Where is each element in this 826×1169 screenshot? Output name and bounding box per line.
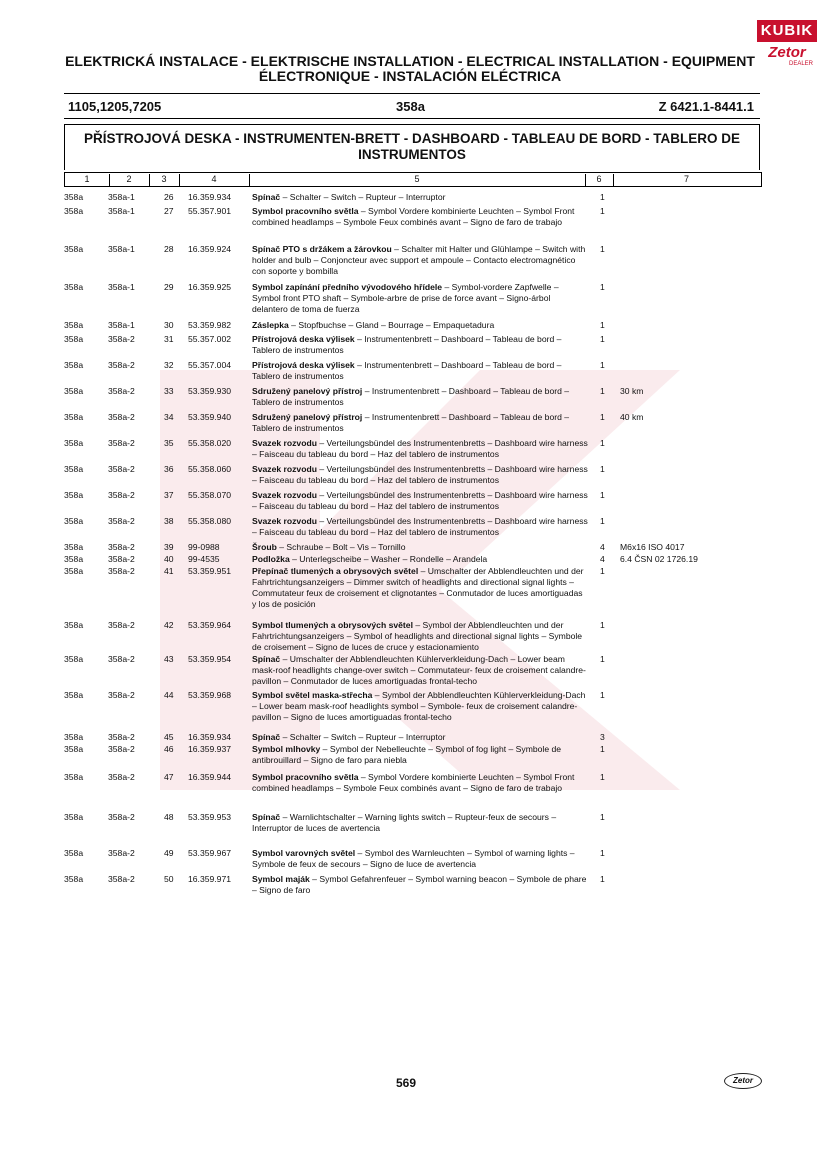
ref-group: 358a: [64, 244, 84, 254]
column-header: [64, 172, 762, 187]
position-number: 36: [164, 464, 174, 474]
ref-group: 358a: [64, 848, 84, 858]
part-number: 53.359.968: [188, 690, 232, 700]
col-1: 1: [65, 174, 110, 186]
part-number: 53.359.930: [188, 386, 232, 396]
part-name-cz: Spínač PTO s držákem a žárovkou: [252, 244, 392, 254]
table-row: [64, 744, 764, 766]
ref-group: 358a: [64, 360, 84, 370]
ref-subgroup: 358a-2: [108, 812, 135, 822]
table-row: [64, 654, 764, 687]
col-2: 2: [109, 174, 150, 186]
part-number: 16.359.937: [188, 744, 232, 754]
part-number: 53.359.964: [188, 620, 232, 630]
part-description: Podložka – Unterlegscheibe – Washer – Rondelle – Arandela: [252, 554, 488, 564]
ref-group: 358a: [64, 490, 84, 500]
ref-group: 358a: [64, 516, 84, 526]
quantity: 1: [600, 516, 605, 526]
ref-group: 358a: [64, 320, 84, 330]
position-number: 50: [164, 874, 174, 884]
part-number: 53.359.951: [188, 566, 232, 576]
table-row: [64, 334, 764, 356]
dealer-logo-text: DEALER: [788, 61, 813, 67]
table-row: [64, 772, 764, 794]
part-name-cz: Symbol tlumených a obrysových světel: [252, 620, 413, 630]
zetor-footer-logo: Zetor: [724, 1073, 762, 1089]
part-name-cz: Přepínač tlumených a obrysových světel: [252, 566, 419, 576]
table-row: [64, 412, 764, 434]
ref-subgroup: 358a-2: [108, 490, 135, 500]
ref-group: 358a: [64, 386, 84, 396]
part-description: Přístrojová deska výlisek – Instrumentenbrett – Dashboard – Tableau de bord – Tablero de instrumentos: [252, 334, 562, 355]
part-number: 55.358.080: [188, 516, 232, 526]
position-number: 35: [164, 438, 174, 448]
part-name-cz: Spínač: [252, 732, 281, 742]
quantity: 4: [600, 554, 605, 564]
section-title-line-2: INSTRUMENTOS: [358, 147, 466, 162]
col-3: 3: [149, 174, 180, 186]
table-row: [64, 320, 764, 331]
quantity: 1: [600, 334, 605, 344]
position-number: 44: [164, 690, 174, 700]
ref-group: 358a: [64, 874, 84, 884]
table-row: [64, 490, 764, 512]
part-name-cz: Přístrojová deska výlisek: [252, 360, 355, 370]
position-number: 33: [164, 386, 174, 396]
position-number: 38: [164, 516, 174, 526]
ref-subgroup: 358a-2: [108, 516, 135, 526]
note: 6.4 ČSN 02 1726.19: [620, 554, 698, 564]
position-number: 41: [164, 566, 174, 576]
part-description: Přepínač tlumených a obrysových světel – Umschalter der Abblendleuchten und der Fahrtrichtungsanzeigers – Dimmer switch of headlights and directional signal lights – Commutateur feux de croisement et clignotantes – Conmutador de luces amortiguadas y los de posición: [252, 566, 584, 609]
quantity: 1: [600, 654, 605, 664]
ref-group: 358a: [64, 192, 84, 202]
code-label: Z 6421.1-8441.1: [658, 99, 754, 114]
ref-subgroup: 358a-2: [108, 620, 135, 630]
ref-subgroup: 358a-1: [108, 206, 135, 216]
part-name-cz: Přístrojová deska výlisek: [252, 334, 355, 344]
quantity: 1: [600, 244, 605, 254]
part-description: Spínač – Warnlichtschalter – Warning lights switch – Rupteur-feux de secours – Interruptor de luces de avertencia: [252, 812, 557, 833]
quantity: 1: [600, 620, 605, 630]
part-number: 16.359.925: [188, 282, 232, 292]
part-description: Symbol zapínání předního vývodového hřídele – Symbol-vordere Zapfwelle – Symbol front PTO shaft – Symbole-arbre de prise de force avant – Signo-árbol delantero de toma de fuerza: [252, 282, 559, 314]
zetor-logo-text: Zetor: [768, 44, 806, 61]
table-row: [64, 554, 764, 565]
note: 30 km: [620, 386, 644, 396]
table-row: [64, 542, 764, 553]
section-title-line-1: PŘÍSTROJOVÁ DESKA - INSTRUMENTEN-BRETT - DASHBOARD - TABLEAU DE BORD - TABLERO DE: [84, 131, 740, 146]
part-name-cz: Spínač: [252, 654, 281, 664]
ref-subgroup: 358a-2: [108, 566, 135, 576]
part-number: 53.359.967: [188, 848, 232, 858]
ref-subgroup: 358a-2: [108, 848, 135, 858]
ref-group: 358a: [64, 542, 84, 552]
position-number: 37: [164, 490, 174, 500]
part-description: Symbol pracovního světla – Symbol Vordere kombinierte Leuchten – Symbol Front combined headlamps – Symbole Feux combinés avant – Signo de faro de trabajo: [252, 772, 575, 793]
part-description: Symbol pracovního světla – Symbol Vordere kombinierte Leuchten – Symbol Front combined headlamps – Symbole Feux combinés avant – Signo de faro de trabajo: [252, 206, 575, 227]
part-description: Přístrojová deska výlisek – Instrumentenbrett – Dashboard – Tableau de bord – Tablero de instrumentos: [252, 360, 562, 381]
position-number: 34: [164, 412, 174, 422]
part-description: Symbol varovných světel – Symbol des Warnleuchten – Symbol of warning lights – Symbole de feux de secours – Signo de luce de avertencia: [252, 848, 575, 869]
ref-group: 358a: [64, 438, 84, 448]
part-number: 16.359.924: [188, 244, 232, 254]
quantity: 1: [600, 812, 605, 822]
ref-group: 358a: [64, 206, 84, 216]
table-row: [64, 386, 764, 408]
position-number: 30: [164, 320, 174, 330]
ref-group: 358a: [64, 464, 84, 474]
ref-subgroup: 358a-2: [108, 386, 135, 396]
ref-group: 358a: [64, 772, 84, 782]
quantity: 1: [600, 282, 605, 292]
position-number: 27: [164, 206, 174, 216]
ref-subgroup: 358a-2: [108, 874, 135, 884]
part-name-cz: Symbol světel maska-střecha: [252, 690, 373, 700]
ref-subgroup: 358a-2: [108, 334, 135, 344]
part-number: 55.357.002: [188, 334, 232, 344]
part-description: Symbol tlumených a obrysových světel – Symbol der Abblendleuchten und der Fahrtrichtungsanzeigers – Symbol of headlights and directional signal lights – Symbole de croisement – Signo de luces de cruce y estacionamiento: [252, 620, 583, 652]
position-number: 42: [164, 620, 174, 630]
quantity: 1: [600, 320, 605, 330]
ref-group: 358a: [64, 554, 84, 564]
part-number: 55.358.070: [188, 490, 232, 500]
position-number: 47: [164, 772, 174, 782]
quantity: 1: [600, 490, 605, 500]
quantity: 1: [600, 464, 605, 474]
part-description: Spínač – Umschalter der Abblendleuchten Kühlerverkleidung-Dach – Lower beam mask-roof headlights change-over switch – Commutateur- feux de croisement calandre-pavillon – Conmutador de luces amortiguadas frontal-techo: [252, 654, 586, 686]
quantity: 1: [600, 744, 605, 754]
page-title: [60, 54, 760, 84]
ref-group: 358a: [64, 690, 84, 700]
part-name-cz: Záslepka: [252, 320, 289, 330]
part-number: 55.358.020: [188, 438, 232, 448]
group-label: 358a: [396, 99, 425, 114]
part-number: 53.359.940: [188, 412, 232, 422]
part-description: Svazek rozvodu – Verteilungsbündel des Instrumentenbretts – Dashboard wire harness – Faisceau du tableau du bord – Haz del tablero de instrumentos: [252, 516, 588, 537]
part-name-cz: Symbol maják: [252, 874, 310, 884]
table-row: [64, 438, 764, 460]
part-number: 16.359.971: [188, 874, 232, 884]
models-label: 1105,1205,7205: [68, 99, 162, 114]
col-5: 5: [249, 174, 586, 186]
part-name-cz: Symbol mlhovky: [252, 744, 321, 754]
position-number: 39: [164, 542, 174, 552]
quantity: 1: [600, 206, 605, 216]
ref-group: 358a: [64, 732, 84, 742]
quantity: 1: [600, 438, 605, 448]
part-number: 16.359.944: [188, 772, 232, 782]
part-description: Symbol maják – Symbol Gefahrenfeuer – Symbol warning beacon – Symbole de phare – Signo de faro: [252, 874, 587, 895]
position-number: 32: [164, 360, 174, 370]
part-name-cz: Symbol pracovního světla: [252, 206, 359, 216]
quantity: 1: [600, 690, 605, 700]
position-number: 31: [164, 334, 174, 344]
quantity: 1: [600, 412, 605, 422]
part-name-cz: Symbol zapínání předního vývodového hřídele: [252, 282, 443, 292]
ref-group: 358a: [64, 620, 84, 630]
part-name-cz: Svazek rozvodu: [252, 438, 317, 448]
table-row: [64, 732, 764, 743]
table-row: [64, 874, 764, 896]
col-7: 7: [683, 174, 689, 184]
section-title: [64, 124, 760, 170]
part-name-cz: Podložka: [252, 554, 290, 564]
position-number: 43: [164, 654, 174, 664]
ref-group: 358a: [64, 282, 84, 292]
part-name-cz: Spínač: [252, 812, 281, 822]
part-name-cz: Symbol pracovního světla: [252, 772, 359, 782]
ref-group: 358a: [64, 566, 84, 576]
table-row: [64, 566, 764, 610]
part-number: 53.359.982: [188, 320, 232, 330]
part-name-cz: Šroub: [252, 542, 277, 552]
ref-subgroup: 358a-1: [108, 282, 135, 292]
part-number: 16.359.934: [188, 732, 232, 742]
header-bar: [64, 93, 760, 119]
part-description: Spínač – Schalter – Switch – Rupteur – Interruptor: [252, 192, 446, 202]
ref-subgroup: 358a-1: [108, 320, 135, 330]
part-name-cz: Svazek rozvodu: [252, 516, 317, 526]
table-row: [64, 464, 764, 486]
title-line-1: ELEKTRICKÁ INSTALACE - ELEKTRISCHE INSTALLATION - ELECTRICAL INSTALLATION - EQUIPMENT: [65, 53, 755, 69]
part-number: 99-0988: [188, 542, 220, 552]
part-name-cz: Svazek rozvodu: [252, 490, 317, 500]
part-description: Symbol mlhovky – Symbol der Nebelleuchte – Symbol of fog light – Symbole de antibrouillard – Signo de faro para niebla: [252, 744, 562, 765]
part-number: 16.359.934: [188, 192, 232, 202]
table-row: [64, 620, 764, 653]
part-name-cz: Sdružený panelový přístroj: [252, 412, 363, 422]
position-number: 40: [164, 554, 174, 564]
part-name-cz: Spínač: [252, 192, 281, 202]
ref-group: 358a: [64, 412, 84, 422]
part-description: Symbol světel maska-střecha – Symbol der Abblendleuchten Kühlerverkleidung-Dach – Lower beam mask-roof headlights symbol – Symbole- feux de croisement calandre-pavillon – Signo de luces amortiguadas frontal-techo: [252, 690, 586, 722]
ref-subgroup: 358a-2: [108, 554, 135, 564]
table-row: [64, 206, 764, 228]
part-description: Spínač PTO s držákem a žárovkou – Schalter mit Halter und Glühlampe – Switch with holder and bulb – Conjoncteur avec support et ampoule – Contacto electromagnético con soporte y bombilla: [252, 244, 586, 276]
page-number: 569: [396, 1076, 417, 1090]
ref-subgroup: 358a-1: [108, 192, 135, 202]
part-description: Šroub – Schraube – Bolt – Vis – Tornillo: [252, 542, 406, 552]
part-name-cz: Svazek rozvodu: [252, 464, 317, 474]
ref-group: 358a: [64, 744, 84, 754]
note: 40 km: [620, 412, 644, 422]
position-number: 26: [164, 192, 174, 202]
ref-subgroup: 358a-2: [108, 744, 135, 754]
position-number: 28: [164, 244, 174, 254]
ref-subgroup: 358a-2: [108, 772, 135, 782]
part-number: 53.359.953: [188, 812, 232, 822]
part-number: 55.357.901: [188, 206, 232, 216]
table-row: [64, 192, 764, 203]
ref-subgroup: 358a-2: [108, 654, 135, 664]
quantity: 1: [600, 386, 605, 396]
part-description: Svazek rozvodu – Verteilungsbündel des Instrumentenbretts – Dashboard wire harness – Faisceau du tableau du bord – Haz del tablero de instrumentos: [252, 464, 588, 485]
title-line-2: ÉLECTRONIQUE - INSTALACIÓN ELÉCTRICA: [258, 68, 562, 84]
ref-subgroup: 358a-2: [108, 732, 135, 742]
quantity: 4: [600, 542, 605, 552]
ref-subgroup: 358a-2: [108, 542, 135, 552]
ref-subgroup: 358a-1: [108, 244, 135, 254]
ref-subgroup: 358a-2: [108, 360, 135, 370]
part-name-cz: Sdružený panelový přístroj: [252, 386, 363, 396]
ref-group: 358a: [64, 334, 84, 344]
kubik-zetor-logo: [757, 14, 817, 74]
ref-subgroup: 358a-2: [108, 412, 135, 422]
position-number: 48: [164, 812, 174, 822]
part-description: Sdružený panelový přístroj – Instrumentenbrett – Dashboard – Tableau de bord – Tablero de instrumentos: [252, 412, 570, 433]
table-row: [64, 690, 764, 723]
ref-subgroup: 358a-2: [108, 438, 135, 448]
position-number: 49: [164, 848, 174, 858]
part-name-cz: Symbol varovných světel: [252, 848, 356, 858]
part-number: 55.358.060: [188, 464, 232, 474]
table-row: [64, 360, 764, 382]
part-description: Svazek rozvodu – Verteilungsbündel des Instrumentenbretts – Dashboard wire harness – Faisceau du tableau du bord – Haz del tablero de instrumentos: [252, 438, 588, 459]
part-number: 53.359.954: [188, 654, 232, 664]
ref-group: 358a: [64, 812, 84, 822]
part-number: 99-4535: [188, 554, 220, 564]
quantity: 1: [600, 192, 605, 202]
part-description: Svazek rozvodu – Verteilungsbündel des Instrumentenbretts – Dashboard wire harness – Faisceau du tableau du bord – Haz del tablero de instrumentos: [252, 490, 588, 511]
table-row: [64, 516, 764, 538]
position-number: 45: [164, 732, 174, 742]
quantity: 1: [600, 360, 605, 370]
quantity: 1: [600, 566, 605, 576]
table-row: [64, 244, 764, 277]
part-description: Sdružený panelový přístroj – Instrumentenbrett – Dashboard – Tableau de bord – Tablero de instrumentos: [252, 386, 570, 407]
position-number: 29: [164, 282, 174, 292]
position-number: 46: [164, 744, 174, 754]
ref-group: 358a: [64, 654, 84, 664]
ref-subgroup: 358a-2: [108, 690, 135, 700]
col-4: 4: [179, 174, 250, 186]
part-description: Záslepka – Stopfbuchse – Gland – Bourrage – Empaquetadura: [252, 320, 495, 330]
quantity: 1: [600, 772, 605, 782]
table-row: [64, 282, 764, 315]
part-description: Spínač – Schalter – Switch – Rupteur – Interruptor: [252, 732, 446, 742]
table-row: [64, 812, 764, 834]
quantity: 3: [600, 732, 605, 742]
quantity: 1: [600, 848, 605, 858]
ref-subgroup: 358a-2: [108, 464, 135, 474]
quantity: 1: [600, 874, 605, 884]
kubik-logo-text: KUBIK: [757, 20, 817, 42]
part-number: 55.357.004: [188, 360, 232, 370]
note: M6x16 ISO 4017: [620, 542, 685, 552]
col-6: 6: [585, 174, 614, 186]
table-row: [64, 848, 764, 870]
